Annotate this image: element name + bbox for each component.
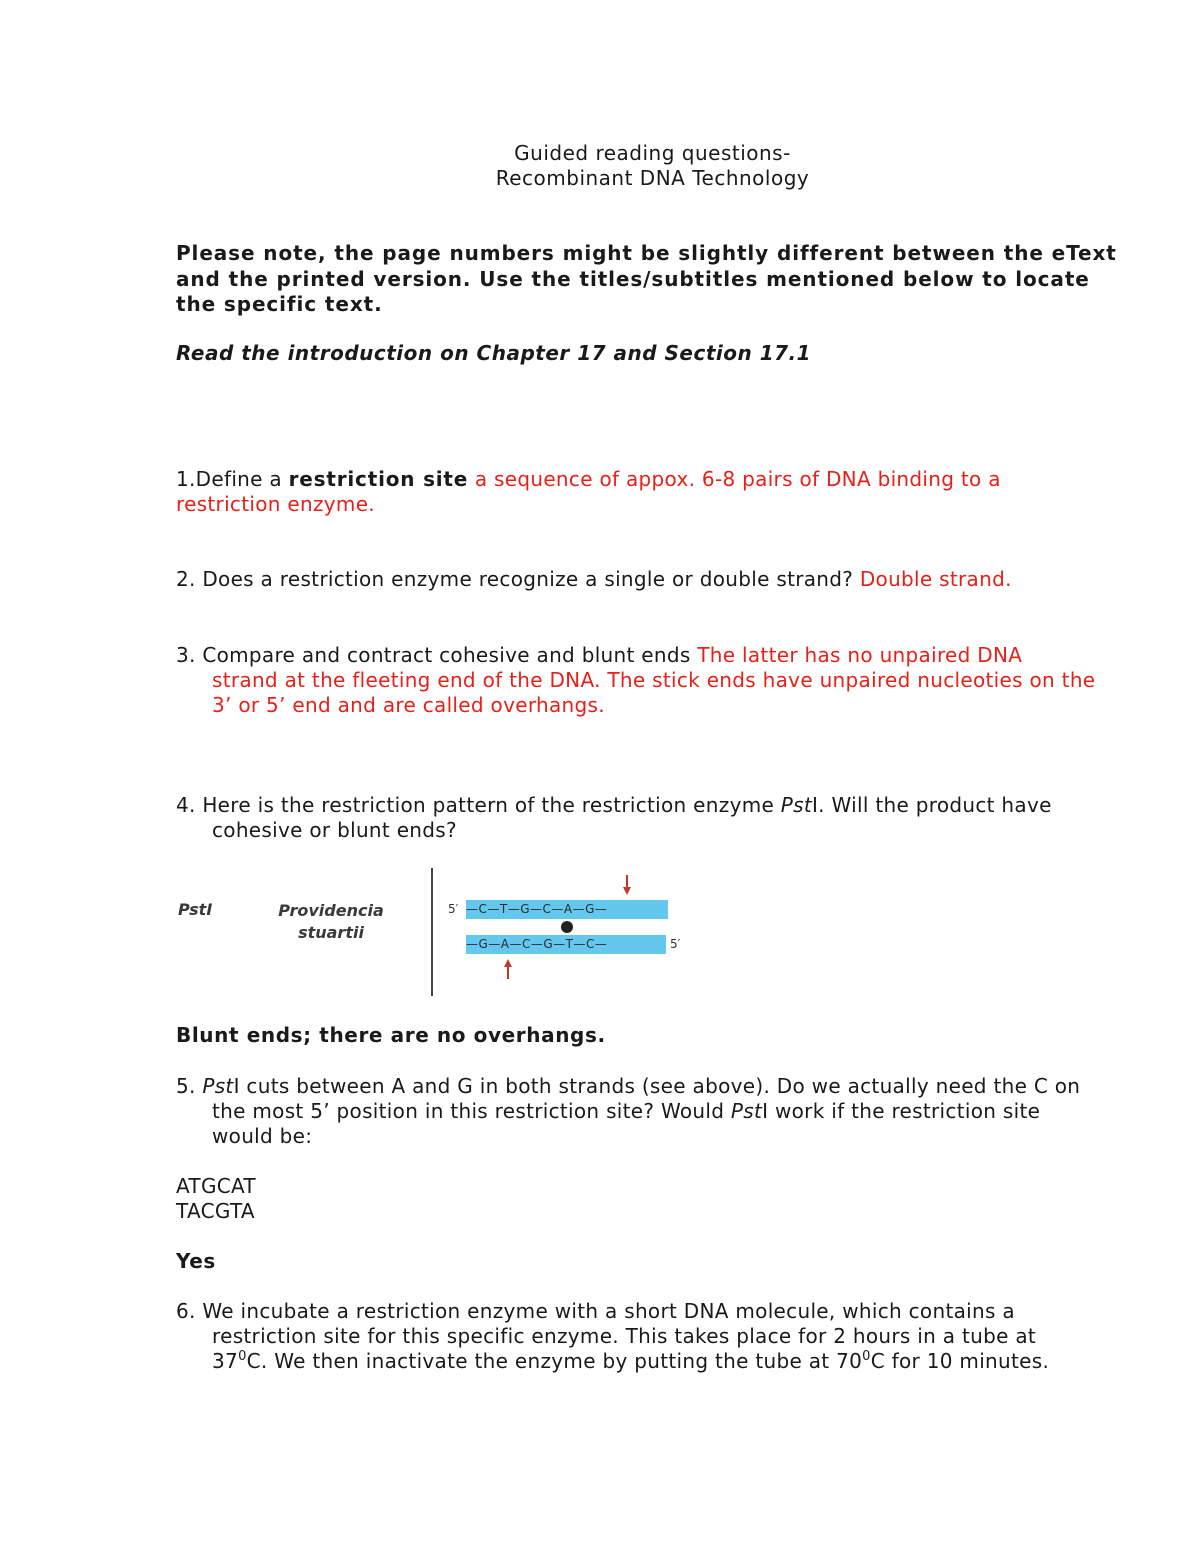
figure-organism-line-1: Providencia <box>278 901 384 920</box>
question-6-cont <box>176 1324 1092 1374</box>
cut-site-arrow-up-icon <box>503 959 513 979</box>
pstI-restriction-figure <box>176 866 716 1001</box>
figure-divider <box>431 868 433 996</box>
question-5 <box>176 1074 1156 1149</box>
question-4-line <box>176 793 1136 818</box>
question-5-cont <box>176 1099 1102 1149</box>
question-3 <box>176 643 1136 718</box>
question-6-cont-a: restriction site for this specific enzyme. This takes place for 2 hours in a tube at 37 <box>212 1324 1037 1373</box>
question-4 <box>176 793 1136 843</box>
question-1-line <box>176 467 1136 492</box>
question-5-cont-a: the most 5’ position in this restriction site? Would <box>212 1099 731 1123</box>
answer-1-cont: restriction enzyme. <box>176 492 375 516</box>
symmetry-center-dot <box>561 921 573 933</box>
question-2 <box>176 567 1136 592</box>
question-6-cont-c: C for 10 minutes. <box>870 1349 1050 1373</box>
question-4-cont: cohesive or blunt ends? <box>212 818 457 842</box>
cut-site-arrow-down-icon <box>622 875 632 895</box>
question-5-cont-b: I work if the restriction site would be: <box>212 1099 1041 1148</box>
sequence-line-2: TACGTA <box>176 1199 255 1223</box>
bottom-strand-5-prime-label: 5′ <box>670 937 681 951</box>
answer-1-first: a sequence of appox. 6-8 pairs of DNA binding to a <box>468 467 1001 491</box>
question-4-text-a: 4. Here is the restriction pattern of the restriction enzyme <box>176 793 781 817</box>
question-6 <box>176 1299 1136 1374</box>
question-2-line <box>176 567 1136 592</box>
question-5-italic-2: Pst <box>730 1099 763 1123</box>
question-5-italic-1: Pst <box>202 1074 234 1098</box>
question-1-prefix: 1.Define a <box>176 467 289 491</box>
sequence-line-1: ATGCAT <box>176 1174 256 1198</box>
answer-3-cont: strand at the fleeting end of the DNA. The stick ends have unpaired nucleoties on the 3’ or 5’ end and are called overhangs. <box>212 668 1096 717</box>
title-line-2: Recombinant DNA Technology <box>495 166 810 190</box>
question-1-term: restriction site <box>288 467 469 491</box>
question-6-cont-b: C. We then inactivate the enzyme by putting the tube at 70 <box>246 1349 863 1373</box>
answer-2: Double strand. <box>859 567 1012 591</box>
question-5-prefix: 5. <box>176 1074 203 1098</box>
figure-organism <box>271 900 391 944</box>
answer-4: Blunt ends; there are no overhangs. <box>176 1023 606 1047</box>
question-3-line <box>176 643 1136 668</box>
question-4-text-b: I. Will the product have <box>811 793 1052 817</box>
question-3-text: 3. Compare and contract cohesive and blunt ends <box>176 643 698 667</box>
answer-3-first: The latter has no unpaired DNA <box>697 643 1023 667</box>
question-5-line <box>176 1074 1156 1099</box>
bottom-dna-strand: —G—A—C—G—T—C— <box>466 935 666 954</box>
top-strand-5-prime-label: 5′ <box>448 902 459 916</box>
question-4-italic: Pst <box>780 793 812 817</box>
figure-enzyme-name: PstI <box>178 900 213 919</box>
question-6-sup-1: 0 <box>238 1349 247 1364</box>
page-number-note: Please note, the page numbers might be slightly different between the eText and the printed version. Use the titles/subtitles mentioned below to locate the specific text. <box>176 241 1117 316</box>
question-1 <box>176 467 1136 517</box>
document-title <box>0 141 1200 191</box>
question-6-sup-2: 0 <box>862 1349 871 1364</box>
question-6-line: 6. We incubate a restriction enzyme with a short DNA molecule, which contains a <box>176 1299 1015 1323</box>
top-dna-strand: —C—T—G—C—A—G— <box>466 900 668 919</box>
answer-5: Yes <box>176 1249 216 1273</box>
question-5-text-1: I cuts between A and G in both strands (see above). Do we actually need the C on <box>233 1074 1081 1098</box>
title-line-1: Guided reading questions- <box>514 141 791 165</box>
question-2-text: 2. Does a restriction enzyme recognize a single or double strand? <box>176 567 860 591</box>
reading-assignment: Read the introduction on Chapter 17 and Section 17.1 <box>176 341 812 365</box>
figure-organism-line-2: stuartii <box>298 923 364 942</box>
